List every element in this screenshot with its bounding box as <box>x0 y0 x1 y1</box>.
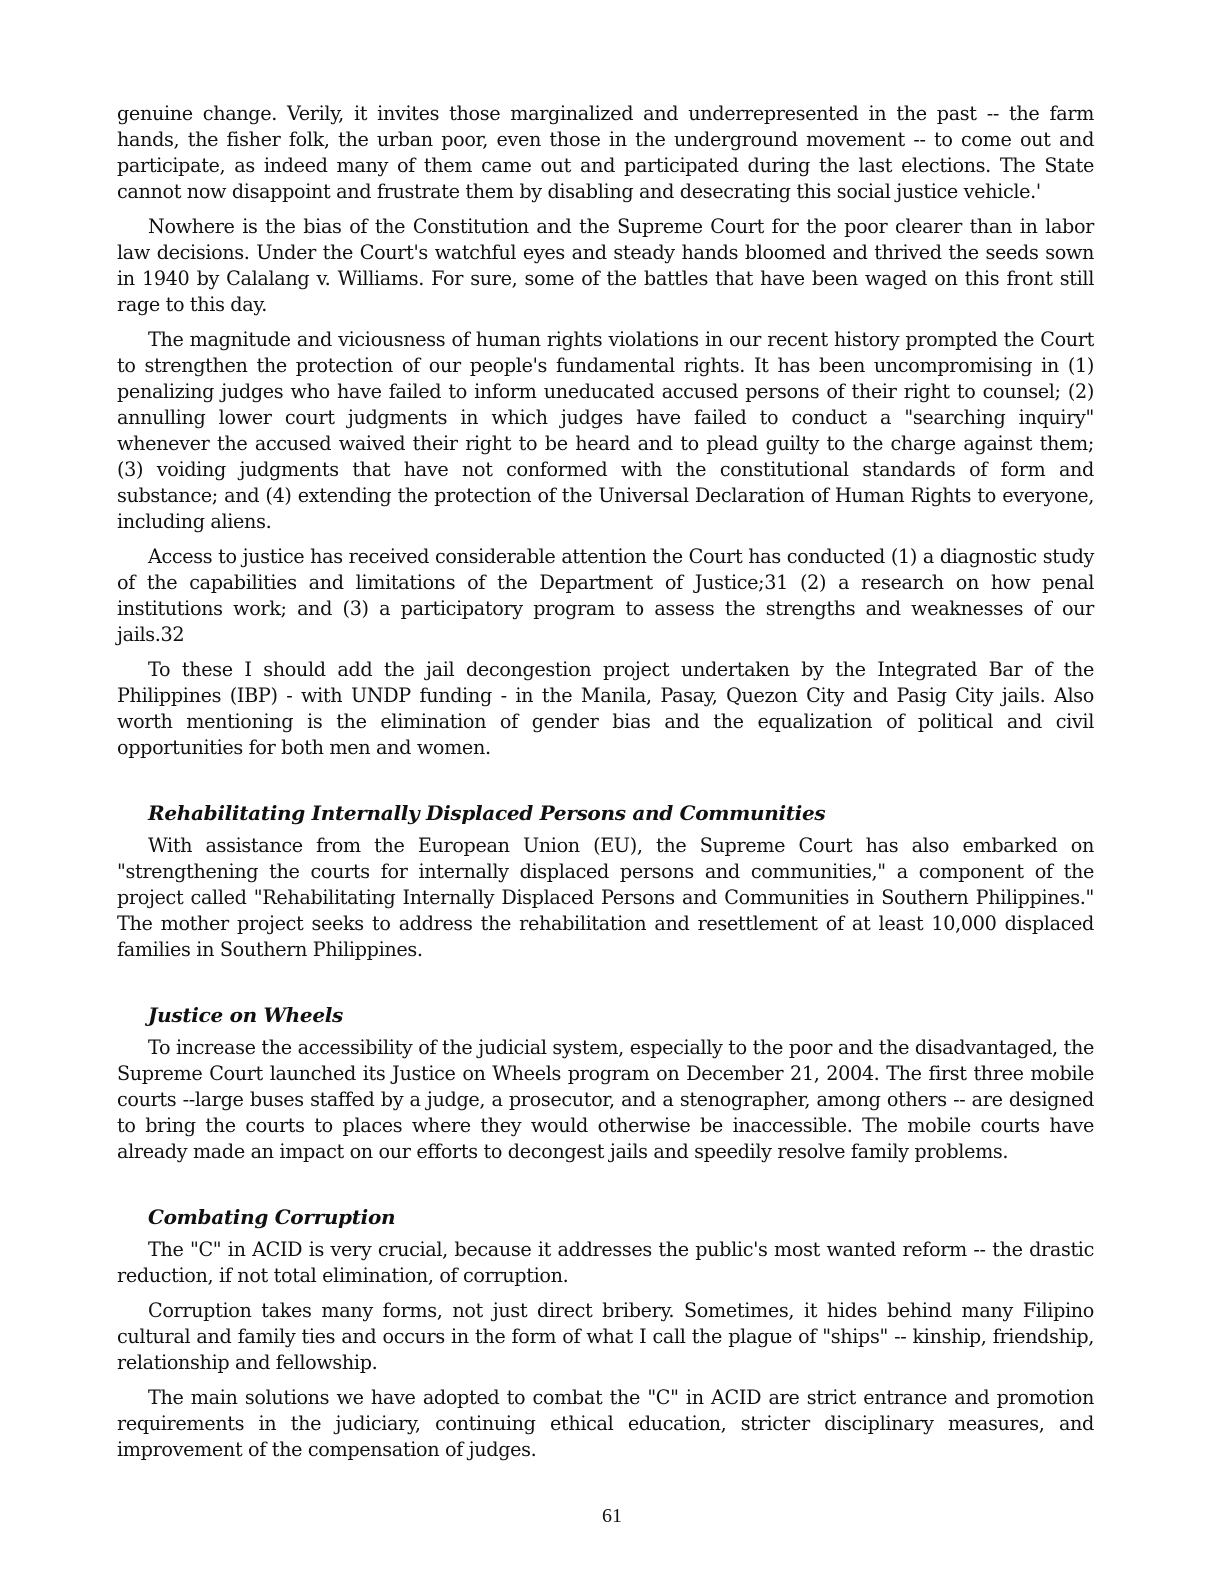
paragraph-acid-c: The "C" in ACID is very crucial, because it addresses the public's most wanted reform -- the drastic reduction, if not total elimination, of corruption. <box>117 1238 1094 1287</box>
paragraph-labor-law: Nowhere is the bias of the Constitution and the Supreme Court for the poor clearer than in labor law decisions. Under the Court's watchful eyes and steady hands bloomed and thrived the seeds sown in 1940 by Calalang v. Williams. For sure, some of the battles that have been waged on this front still rage to this day. <box>117 215 1094 316</box>
paragraph-access-to-justice: Access to justice has received considerable attention the Court has conducted (1) a diagnostic study of the capabilities and limitations of the Department of Justice;31 (2) a research on how penal institutions work; and (3) a participatory program to assess the strengths and weaknesses of our jails.32 <box>117 545 1094 646</box>
paragraph-corruption-forms: Corruption takes many forms, not just direct bribery. Sometimes, it hides behind many Filipino cultural and family ties and occurs in the form of what I call the plague of "ships" -- kinship, friendship, relationship and fellowship. <box>117 1299 1094 1374</box>
section-heading-combating-corruption: Combating Corruption <box>148 1205 396 1229</box>
page-number: 61 <box>602 1505 622 1527</box>
section-heading-justice-on-wheels: Justice on Wheels <box>148 1003 344 1027</box>
paragraph-continuation: genuine change. Verily, it invites those marginalized and underrepresented in the past -- the farm hands, the fisher folk, the urban poor, even those in the underground movement -- to come out and participate, as indeed many of them came out and participated during the last elections. The State cannot now disappoint and frustrate them by disabling and desecrating this social justice vehicle.' <box>117 102 1094 203</box>
paragraph-jail-decongestion: To these I should add the jail decongestion project undertaken by the Integrated Bar of the Philippines (IBP) - with UNDP funding - in the Manila, Pasay, Quezon City and Pasig City jails. Also worth mentioning is the elimination of gender bias and the equalization of political and civil opportunities for both men and women. <box>117 658 1094 759</box>
paragraph-corruption-solutions: The main solutions we have adopted to combat the "C" in ACID are strict entrance and promotion requirements in the judiciary, continuing ethical education, stricter disciplinary measures, and improvement of the compensation of judges. <box>117 1386 1094 1461</box>
document-page <box>117 101 1094 1472</box>
paragraph-idp: With assistance from the European Union (EU), the Supreme Court has also embarked on "strengthening the courts for internally displaced persons and communities," a component of the project called "Rehabilitating Internally Displaced Persons and Communities in Southern Philippines." The mother project seeks to address the rehabilitation and resettlement of at least 10,000 displaced families in Southern Philippines. <box>117 834 1094 961</box>
section-heading-idp: Rehabilitating Internally Displaced Persons and Communities <box>148 801 826 825</box>
paragraph-justice-on-wheels: To increase the accessibility of the judicial system, especially to the poor and the disadvantaged, the Supreme Court launched its Justice on Wheels program on December 21, 2004. The first three mobile courts --large buses staffed by a judge, a prosecutor, and a stenographer, among others -- are designed to bring the courts to places where they would otherwise be inaccessible. The mobile courts have already made an impact on our efforts to decongest jails and speedily resolve family problems. <box>117 1036 1094 1163</box>
paragraph-human-rights: The magnitude and viciousness of human rights violations in our recent history prompted the Court to strengthen the protection of our people's fundamental rights. It has been uncompromising in (1) penalizing judges who have failed to inform uneducated accused persons of their right to counsel; (2) annulling lower court judgments in which judges have failed to conduct a "searching inquiry" whenever the accused waived their right to be heard and to plead guilty to the charge against them; (3) voiding judgments that have not conformed with the constitutional standards of form and substance; and (4) extending the protection of the Universal Declaration of Human Rights to everyone, including aliens. <box>117 328 1094 533</box>
